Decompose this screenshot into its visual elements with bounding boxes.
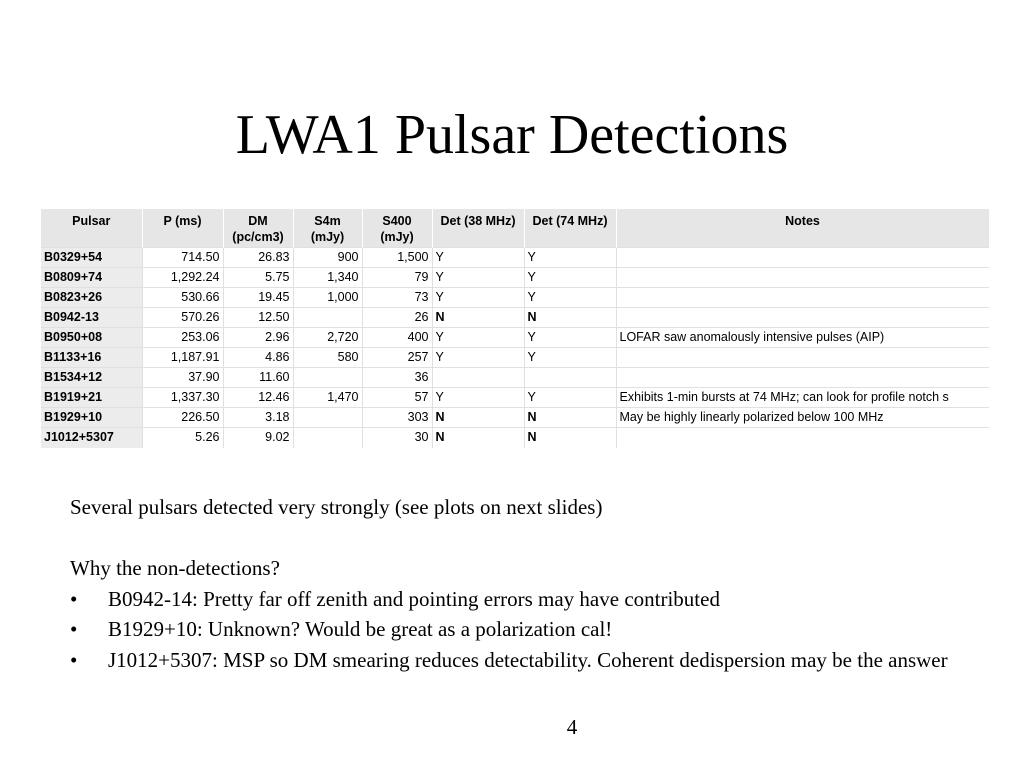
slide-title: LWA1 Pulsar Detections	[235, 104, 789, 166]
cell-s400: 79	[362, 268, 432, 288]
header-dm: DM (pc/cm3)	[223, 209, 293, 248]
cell-det-38: N	[432, 428, 524, 448]
header-period: P (ms)	[142, 209, 223, 248]
cell-dm: 19.45	[223, 288, 293, 308]
table-row	[41, 408, 989, 428]
cell-dm: 26.83	[223, 248, 293, 268]
cell-pulsar: B1919+21	[41, 388, 142, 408]
cell-det-74: Y	[524, 248, 616, 268]
table-row	[41, 308, 989, 328]
question-heading: Why the non-detections?	[70, 556, 280, 580]
list-item-text: B0942-14: Pretty far off zenith and pointing errors may have contributed	[108, 586, 720, 611]
list-item	[70, 614, 970, 645]
cell-notes	[616, 348, 989, 368]
cell-pulsar: B0329+54	[41, 248, 142, 268]
cell-s400: 26	[362, 308, 432, 328]
cell-period: 5.26	[142, 428, 223, 448]
cell-s4m	[293, 428, 362, 448]
cell-s400: 73	[362, 288, 432, 308]
table-header-row	[41, 209, 989, 248]
cell-notes: May be highly linearly polarized below 100 MHz	[616, 408, 989, 428]
cell-s400: 57	[362, 388, 432, 408]
cell-det-74: Y	[524, 388, 616, 408]
cell-notes	[616, 288, 989, 308]
table-row	[41, 328, 989, 348]
cell-det-74: N	[524, 408, 616, 428]
pulsar-detections-table-container	[41, 209, 989, 448]
cell-pulsar: B1929+10	[41, 408, 142, 428]
cell-s4m: 1,000	[293, 288, 362, 308]
bullet-icon: •	[70, 647, 78, 672]
cell-pulsar: B1534+12	[41, 368, 142, 388]
cell-det-74: N	[524, 428, 616, 448]
cell-dm: 9.02	[223, 428, 293, 448]
cell-period: 1,292.24	[142, 268, 223, 288]
list-item	[70, 584, 970, 615]
cell-s4m	[293, 408, 362, 428]
cell-dm: 11.60	[223, 368, 293, 388]
cell-det-74: N	[524, 308, 616, 328]
cell-notes: LOFAR saw anomalously intensive pulses (AIP)	[616, 328, 989, 348]
cell-period: 226.50	[142, 408, 223, 428]
cell-period: 37.90	[142, 368, 223, 388]
cell-pulsar: B0950+08	[41, 328, 142, 348]
cell-det-38: Y	[432, 328, 524, 348]
cell-s4m: 900	[293, 248, 362, 268]
table-row	[41, 428, 989, 448]
cell-s400: 400	[362, 328, 432, 348]
cell-dm: 5.75	[223, 268, 293, 288]
cell-s400: 30	[362, 428, 432, 448]
cell-period: 530.66	[142, 288, 223, 308]
pulsar-detections-table	[41, 209, 989, 448]
header-s4m: S4m (mJy)	[293, 209, 362, 248]
cell-s400: 303	[362, 408, 432, 428]
cell-period: 570.26	[142, 308, 223, 328]
cell-s4m: 1,470	[293, 388, 362, 408]
cell-pulsar: B1133+16	[41, 348, 142, 368]
cell-notes	[616, 248, 989, 268]
cell-det-38: Y	[432, 248, 524, 268]
cell-det-38: Y	[432, 268, 524, 288]
cell-period: 253.06	[142, 328, 223, 348]
table-row	[41, 288, 989, 308]
cell-notes	[616, 268, 989, 288]
cell-s4m	[293, 368, 362, 388]
cell-det-74	[524, 368, 616, 388]
list-item-text: B1929+10: Unknown? Would be great as a polarization cal!	[108, 617, 613, 641]
cell-dm: 3.18	[223, 408, 293, 428]
non-detection-reasons-list	[70, 584, 970, 676]
header-notes: Notes	[616, 209, 989, 248]
list-item-text: J1012+5307: MSP so DM smearing reduces detectability. Coherent dedispersion may be the answer	[108, 647, 948, 672]
cell-notes: Exhibits 1-min bursts at 74 MHz; can look for profile notch s	[616, 388, 989, 408]
cell-dm: 12.50	[223, 308, 293, 328]
cell-det-38: N	[432, 408, 524, 428]
cell-pulsar: B0809+74	[41, 268, 142, 288]
list-item	[70, 645, 970, 676]
cell-period: 714.50	[142, 248, 223, 268]
summary-paragraph: Several pulsars detected very strongly (see plots on next slides)	[70, 495, 603, 519]
cell-notes	[616, 308, 989, 328]
cell-s4m	[293, 308, 362, 328]
cell-notes	[616, 428, 989, 448]
cell-s400: 1,500	[362, 248, 432, 268]
page-number: 4	[566, 715, 578, 739]
header-s400: S400 (mJy)	[362, 209, 432, 248]
cell-s400: 257	[362, 348, 432, 368]
cell-s4m: 2,720	[293, 328, 362, 348]
cell-s4m: 580	[293, 348, 362, 368]
cell-det-74: Y	[524, 268, 616, 288]
cell-s4m: 1,340	[293, 268, 362, 288]
cell-dm: 2.96	[223, 328, 293, 348]
cell-pulsar: J1012+5307	[41, 428, 142, 448]
table-row	[41, 388, 989, 408]
table-row	[41, 268, 989, 288]
cell-det-38: Y	[432, 348, 524, 368]
cell-dm: 4.86	[223, 348, 293, 368]
cell-dm: 12.46	[223, 388, 293, 408]
table-row	[41, 248, 989, 268]
cell-det-74: Y	[524, 328, 616, 348]
cell-det-38: Y	[432, 288, 524, 308]
cell-det-74: Y	[524, 288, 616, 308]
cell-pulsar: B0823+26	[41, 288, 142, 308]
paragraph-spacer	[70, 523, 970, 554]
cell-period: 1,187.91	[142, 348, 223, 368]
cell-det-38: Y	[432, 388, 524, 408]
header-det-74: Det (74 MHz)	[524, 209, 616, 248]
cell-notes	[616, 368, 989, 388]
header-pulsar: Pulsar	[41, 209, 142, 248]
cell-det-38: N	[432, 308, 524, 328]
slide-body	[70, 492, 970, 675]
table-row	[41, 348, 989, 368]
cell-period: 1,337.30	[142, 388, 223, 408]
bullet-icon: •	[70, 586, 78, 611]
cell-s400: 36	[362, 368, 432, 388]
cell-pulsar: B0942-13	[41, 308, 142, 328]
bullet-icon: •	[70, 617, 78, 641]
cell-det-74: Y	[524, 348, 616, 368]
cell-det-38	[432, 368, 524, 388]
header-det-38: Det (38 MHz)	[432, 209, 524, 248]
table-row	[41, 368, 989, 388]
